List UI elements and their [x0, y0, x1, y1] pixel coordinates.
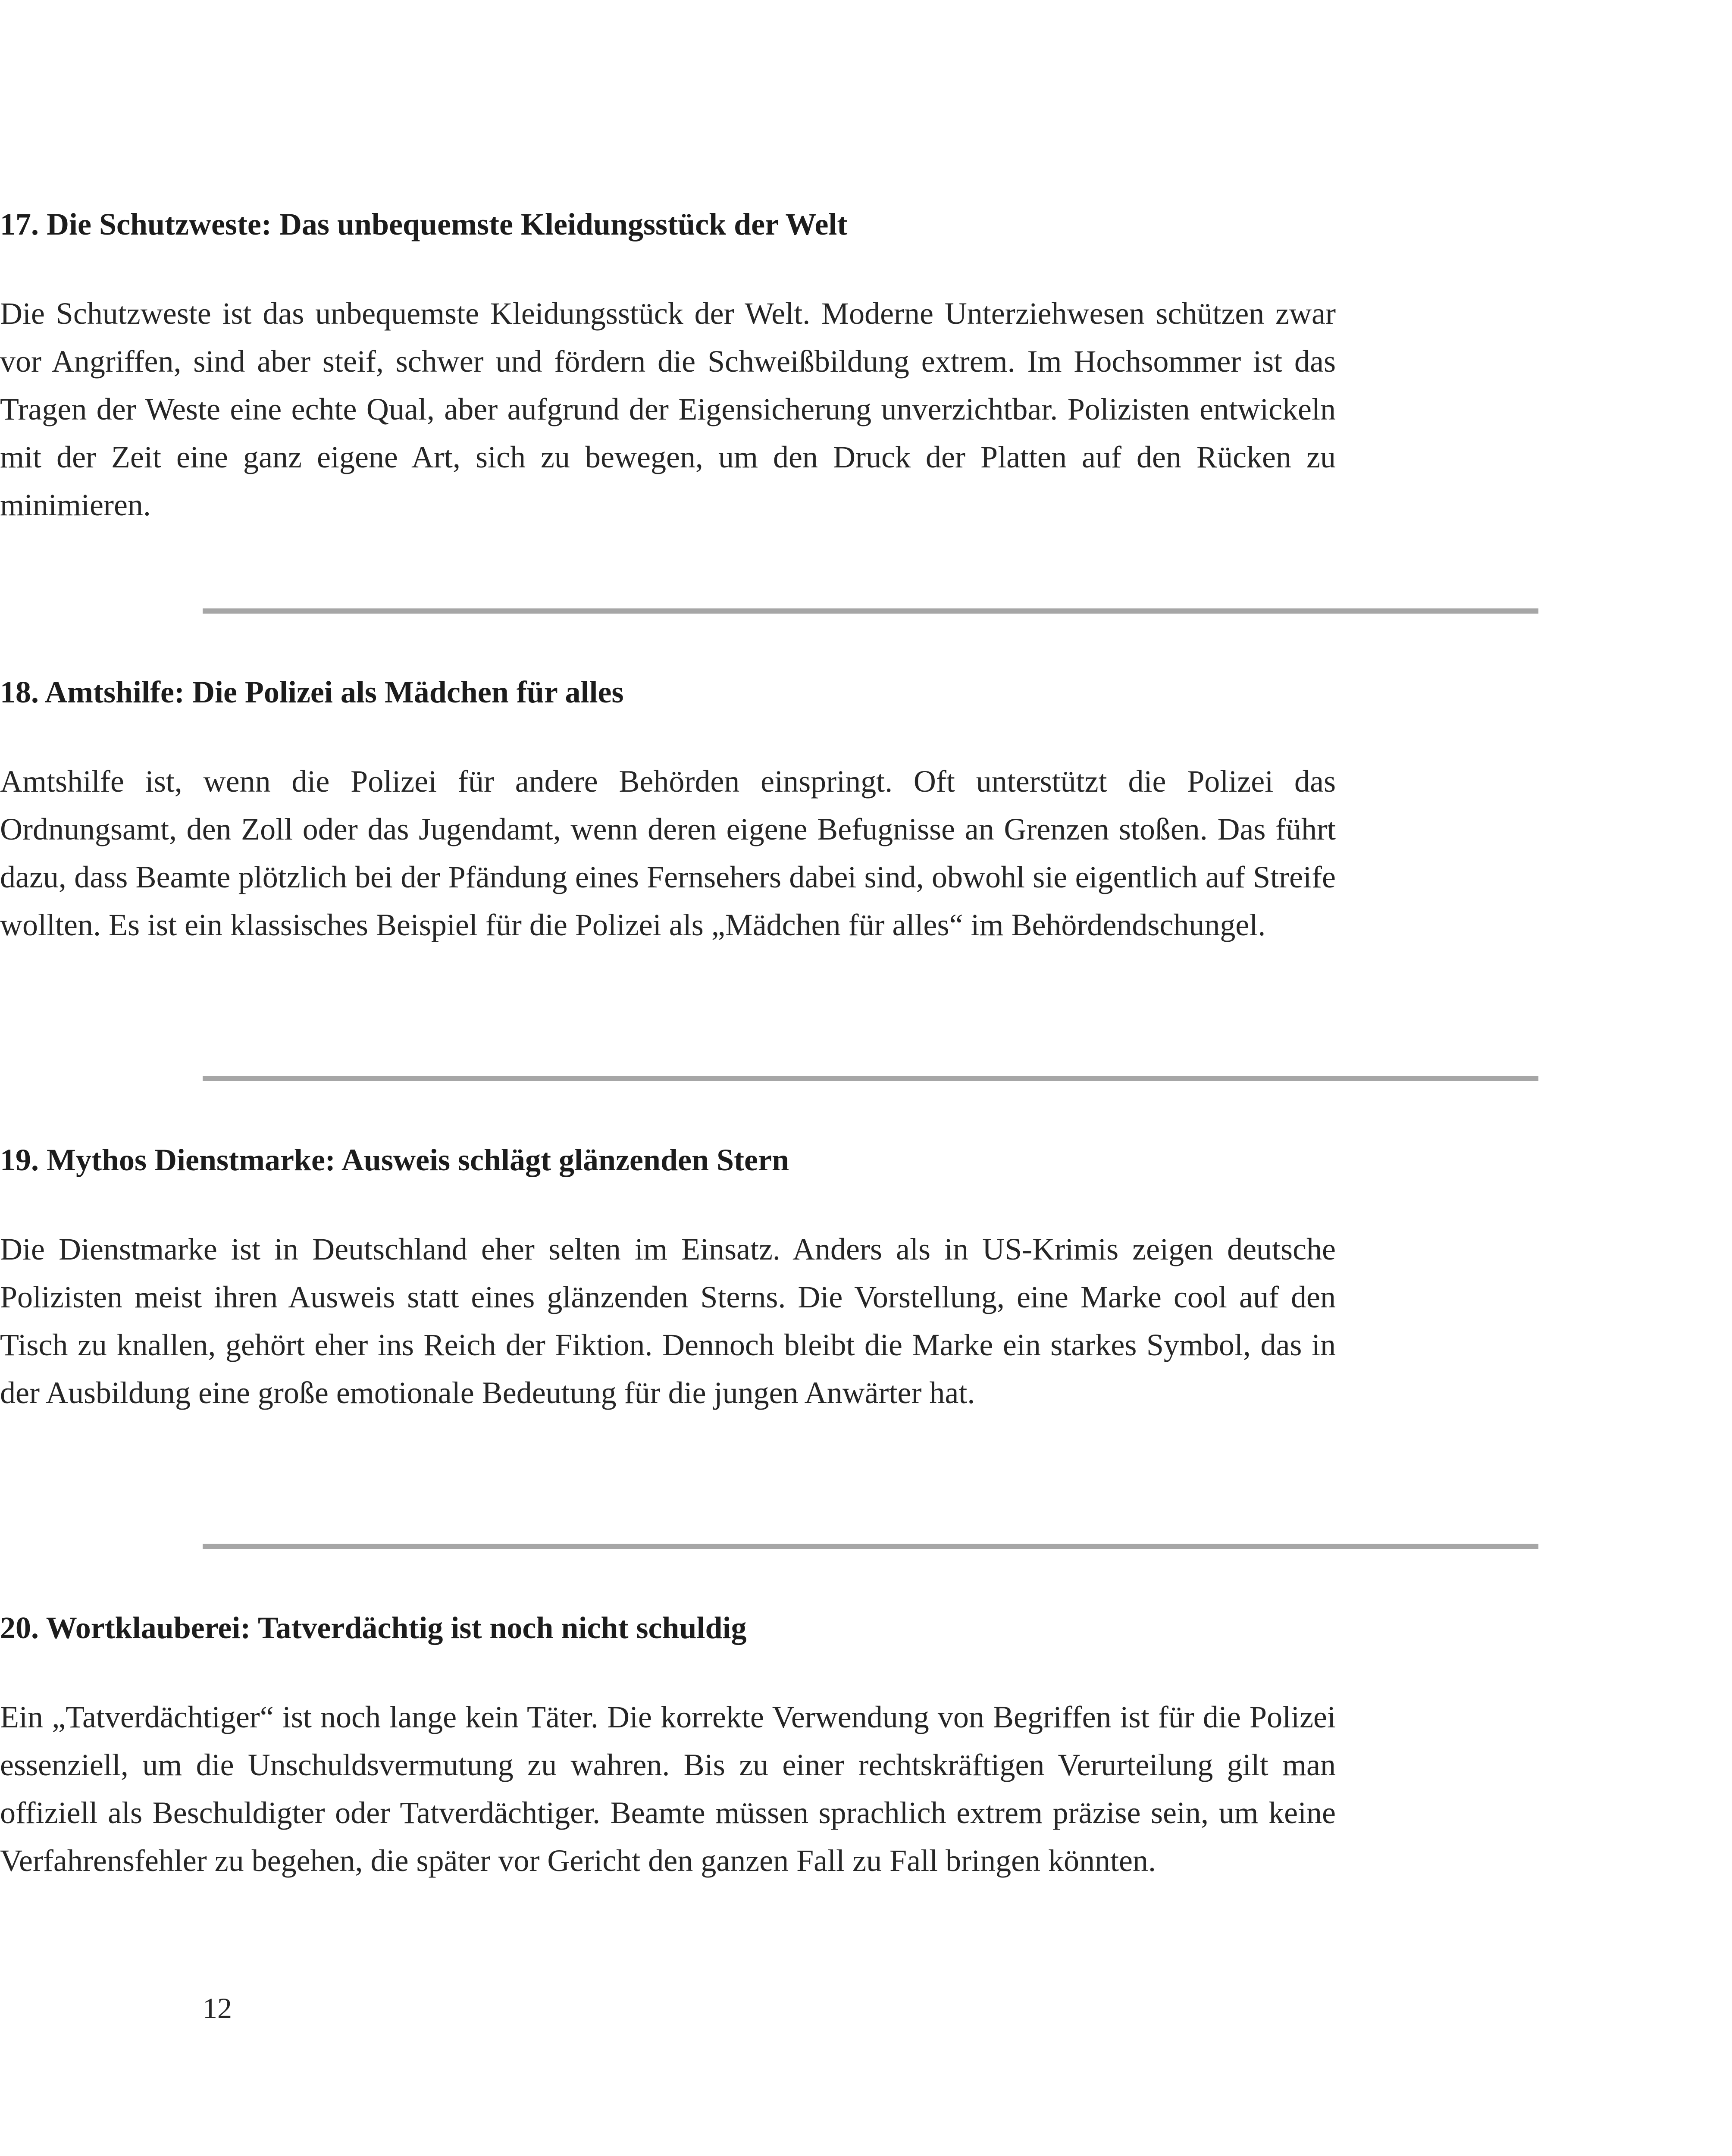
section-divider	[203, 1544, 1538, 1549]
section-heading: 20. Wortklauberei: Tatverdächtig ist noch nicht schuldig	[0, 1611, 747, 1645]
section-divider	[203, 608, 1538, 614]
section-paragraph: Die Schutzweste ist das unbequemste Kleidungsstück der Welt. Moderne Unterziehwesen schützen zwar vor Angriffen, sind aber steif, schwer und fördern die Schweißbildung extrem. Im Hochsommer ist das Tragen der Weste eine echte Qual, aber aufgrund der Eigensicherung unverzichtbar. Polizisten entwickeln mit der Zeit eine ganz eigene Art, sich zu bewegen, um den Druck der Platten auf den Rücken zu minimieren.	[0, 296, 1336, 522]
section-heading: 18. Amtshilfe: Die Polizei als Mädchen für alles	[0, 675, 624, 709]
section-17	[0, 203, 1336, 529]
section-heading: 17. Die Schutzweste: Das unbequemste Kleidungsstück der Welt	[0, 207, 848, 241]
section-heading: 19. Mythos Dienstmarke: Ausweis schlägt glänzenden Stern	[0, 1143, 789, 1177]
section-divider	[203, 1076, 1538, 1081]
section-18	[0, 671, 1336, 949]
page-number: 12	[203, 1992, 232, 2024]
section-19	[0, 1138, 1336, 1417]
section-paragraph: Die Dienstmarke ist in Deutschland eher selten im Einsatz. Anders als in US-Krimis zeigen deutsche Polizisten meist ihren Ausweis statt eines glänzenden Sterns. Die Vorstellung, eine Marke cool auf den Tisch zu knallen, gehört eher ins Reich der Fiktion. Dennoch bleibt die Marke ein starkes Symbol, das in der Ausbildung eine große emotionale Bedeutung für die jungen Anwärter hat.	[0, 1232, 1336, 1410]
section-paragraph: Ein „Tatverdächtiger“ ist noch lange kein Täter. Die korrekte Verwendung von Begriffen ist für die Polizei essenziell, um die Unschuldsvermutung zu wahren. Bis zu einer rechtskräftigen Verurteilung gilt man offiziell als Beschuldigter oder Tatverdächtiger. Beamte müssen sprachlich extrem präzise sein, um keine Verfahrensfehler zu begehen, die später vor Gericht den ganzen Fall zu Fall bringen könnten.	[0, 1700, 1336, 1878]
section-paragraph: Amtshilfe ist, wenn die Polizei für andere Behörden einspringt. Oft unterstützt die Polizei das Ordnungsamt, den Zoll oder das Jugendamt, wenn deren eigene Befugnisse an Grenzen stoßen. Das führt dazu, dass Beamte plötzlich bei der Pfändung eines Fernsehers dabei sind, obwohl sie eigentlich auf Streife wollten. Es ist ein klassisches Beispiel für die Polizei als „Mädchen für alles“ im Behördendschungel.	[0, 764, 1336, 942]
section-20	[0, 1606, 1336, 1885]
